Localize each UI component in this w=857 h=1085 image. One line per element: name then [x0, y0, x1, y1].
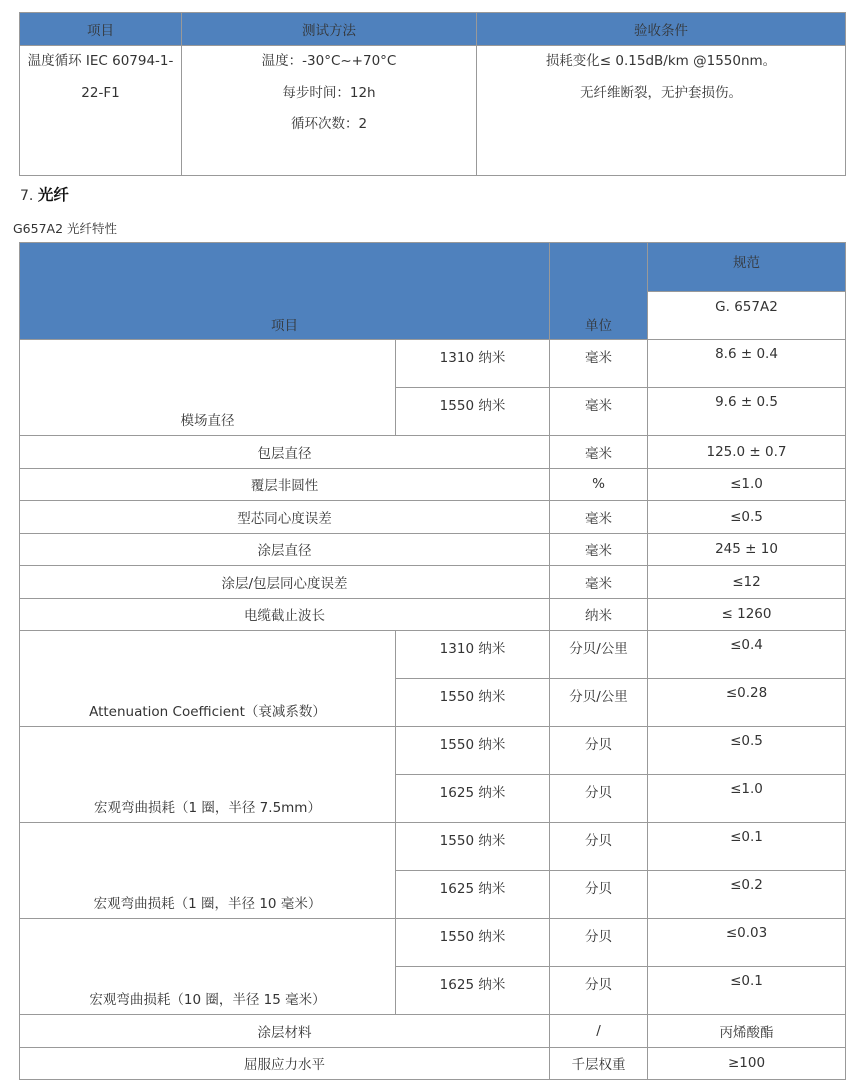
- bend-10mm-label: 宏观弯曲损耗（1 圈，半径 10 毫米）: [20, 823, 396, 919]
- row-value: 丙烯酸酯: [648, 1015, 846, 1048]
- row-value: ≤0.5: [648, 501, 846, 534]
- row-label: 型芯同心度误差: [20, 501, 550, 534]
- attenuation-unit: 分贝/公里: [550, 631, 648, 679]
- section-number: 7.: [20, 188, 34, 204]
- row-label: 涂层材料: [20, 1015, 550, 1048]
- bend-unit: 分贝: [550, 823, 648, 871]
- mfd-wavelength: 1310 纳米: [396, 340, 550, 388]
- bend-wavelength: 1550 纳米: [396, 823, 550, 871]
- mfd-wavelength: 1550 纳米: [396, 388, 550, 436]
- mfd-unit: 毫米: [550, 340, 648, 388]
- header-spec-g657a2: G. 657A2: [648, 292, 846, 340]
- row-value: 245 ± 10: [648, 533, 846, 566]
- bend-wavelength: 1625 纳米: [396, 871, 550, 919]
- row-unit: %: [550, 468, 648, 501]
- bend-wavelength: 1625 纳米: [396, 775, 550, 823]
- attenuation-label: Attenuation Coefficient（衰减系数）: [20, 631, 396, 727]
- row-unit: 毫米: [550, 566, 648, 599]
- bend-wavelength: 1550 纳米: [396, 727, 550, 775]
- attenuation-wavelength: 1550 纳米: [396, 679, 550, 727]
- row-unit: 纳米: [550, 598, 648, 631]
- row-label: 包层直径: [20, 436, 550, 469]
- bend-7-5mm-label: 宏观弯曲损耗（1 圈，半径 7.5mm）: [20, 727, 396, 823]
- bend-unit: 分贝: [550, 871, 648, 919]
- bend-value: ≤0.1: [648, 967, 846, 1015]
- bend-value: ≤0.1: [648, 823, 846, 871]
- header-test-method: 测试方法: [182, 13, 477, 46]
- bend-value: ≤0.03: [648, 919, 846, 967]
- section-title: 光纤: [37, 186, 69, 204]
- row-value: ≤ 1260: [648, 598, 846, 631]
- row-unit: 千层权重: [550, 1047, 648, 1080]
- criteria-no-break: 无纤维断裂，无护套损伤。: [580, 84, 742, 101]
- bend-value: ≤0.5: [648, 727, 846, 775]
- test-item-cell: [20, 46, 182, 176]
- mfd-label: 模场直径: [20, 340, 396, 436]
- attenuation-value: ≤0.4: [648, 631, 846, 679]
- bend-unit: 分贝: [550, 967, 648, 1015]
- bend-15mm-label: 宏观弯曲损耗（10 圈，半径 15 毫米）: [20, 919, 396, 1015]
- header-unit: 单位: [550, 243, 648, 340]
- criteria-loss-change: 损耗变化≤ 0.15dB/km @1550nm。: [545, 53, 777, 69]
- attenuation-unit: 分贝/公里: [550, 679, 648, 727]
- bend-unit: 分贝: [550, 919, 648, 967]
- row-value: ≥100: [648, 1047, 846, 1080]
- attenuation-wavelength: 1310 纳米: [396, 631, 550, 679]
- row-unit: 毫米: [550, 533, 648, 566]
- row-label: 屈服应力水平: [20, 1047, 550, 1080]
- method-temperature: 温度：-30°C~+70°C: [261, 53, 397, 69]
- mfd-value: 9.6 ± 0.5: [648, 388, 846, 436]
- bend-value: ≤1.0: [648, 775, 846, 823]
- header-item: 项目: [20, 243, 550, 340]
- fiber-characteristics-table: [19, 242, 846, 1080]
- row-unit: 毫米: [550, 436, 648, 469]
- row-value: ≤12: [648, 566, 846, 599]
- bend-wavelength: 1550 纳米: [396, 919, 550, 967]
- table-caption: G657A2 光纤特性: [13, 221, 118, 236]
- row-label: 涂层/包层同心度误差: [20, 566, 550, 599]
- row-label: 电缆截止波长: [20, 598, 550, 631]
- header-item: 项目: [20, 13, 182, 46]
- method-cycles: 循环次数：2: [290, 116, 368, 132]
- mfd-value: 8.6 ± 0.4: [648, 340, 846, 388]
- row-label: 覆层非圆性: [20, 468, 550, 501]
- section-heading: [20, 183, 69, 205]
- bend-unit: 分贝: [550, 775, 648, 823]
- header-acceptance-criteria: 验收条件: [477, 13, 846, 46]
- header-spec: 规范: [648, 243, 846, 292]
- mfd-unit: 毫米: [550, 388, 648, 436]
- test-method-cell: [182, 46, 477, 176]
- row-unit: /: [550, 1015, 648, 1048]
- bend-value: ≤0.2: [648, 871, 846, 919]
- attenuation-value: ≤0.28: [648, 679, 846, 727]
- row-label: 涂层直径: [20, 533, 550, 566]
- acceptance-cell: [477, 46, 846, 176]
- temperature-cycling-table: [19, 12, 846, 176]
- test-item-name: 温度循环 IEC 60794-1-22-F1: [27, 53, 174, 101]
- row-unit: 毫米: [550, 501, 648, 534]
- bend-wavelength: 1625 纳米: [396, 967, 550, 1015]
- method-step-time: 每步时间：12h: [282, 84, 376, 101]
- bend-unit: 分贝: [550, 727, 648, 775]
- row-value: ≤1.0: [648, 468, 846, 501]
- row-value: 125.0 ± 0.7: [648, 436, 846, 469]
